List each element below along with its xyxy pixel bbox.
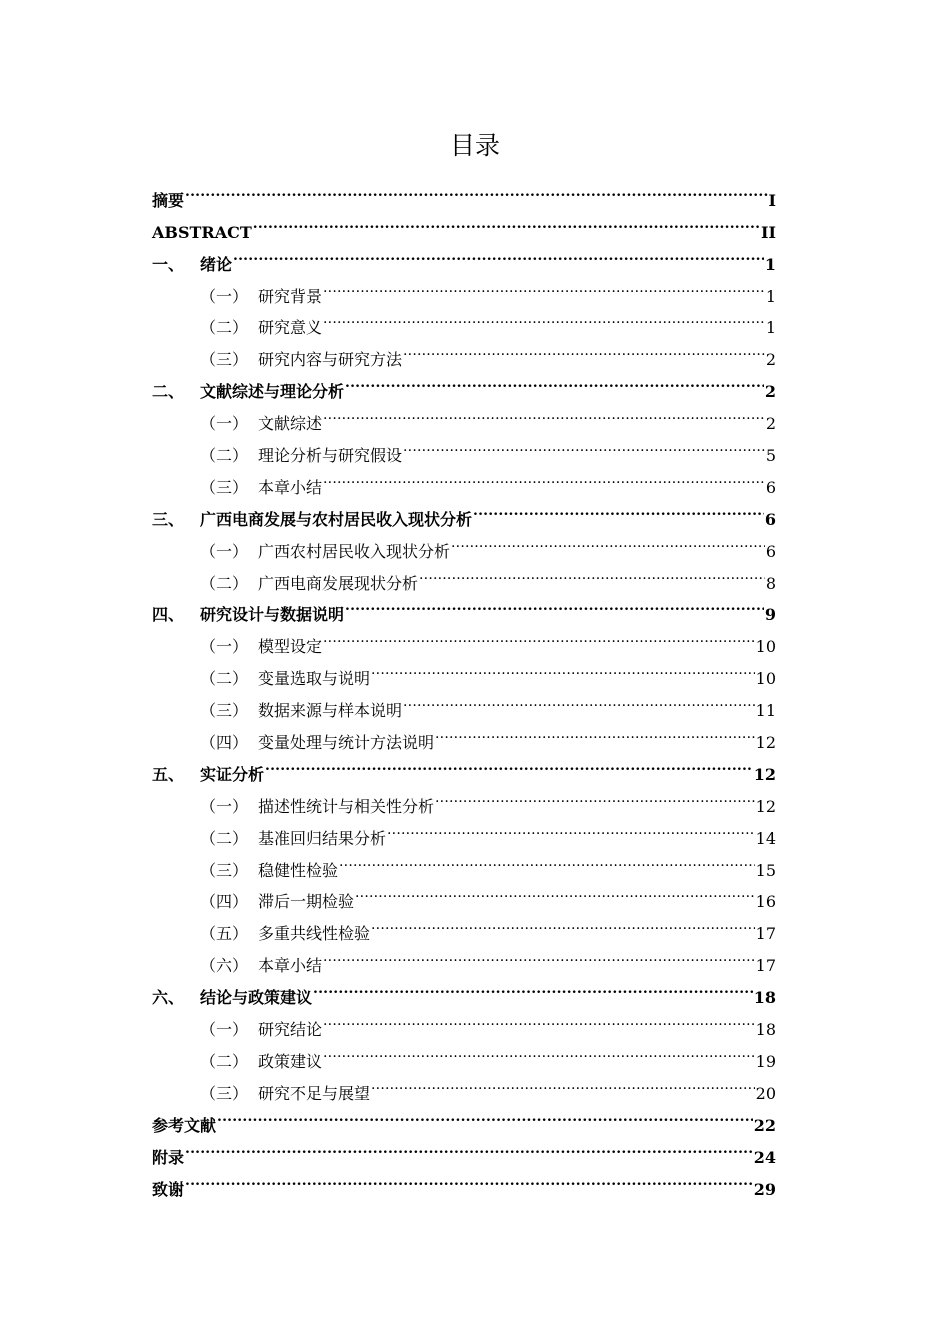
dot-leader — [185, 1163, 753, 1195]
toc-entry-page: 1 — [765, 286, 776, 306]
toc-entry-title: 本章小结 — [258, 477, 323, 497]
toc-entry-page: 17 — [755, 924, 776, 944]
dot-leader — [323, 302, 765, 334]
toc-entry-title: 政策建议 — [258, 1051, 323, 1071]
toc-entry-number: （一） — [200, 1020, 249, 1040]
toc-entry-number: （一） — [200, 796, 249, 816]
toc-entry-page: 6 — [764, 509, 776, 529]
toc-entry[interactable] — [152, 1163, 776, 1199]
toc-entry-number: 六、 — [152, 988, 185, 1008]
toc-entry-number: （三） — [200, 350, 249, 370]
dot-leader — [323, 1003, 755, 1035]
dot-leader — [473, 493, 764, 525]
toc-entry-number: （三） — [200, 1083, 249, 1103]
table-of-contents — [152, 174, 776, 1199]
toc-entry-page: 10 — [755, 669, 776, 689]
toc-entry-title: 致谢 — [152, 1179, 185, 1199]
toc-entry-page: 29 — [753, 1179, 776, 1199]
dot-leader — [253, 206, 760, 238]
toc-entry-number: （二） — [200, 573, 249, 593]
toc-entry-page: 18 — [755, 1020, 776, 1040]
toc-entry-number: （一） — [200, 286, 249, 306]
toc-entry-page: 8 — [765, 573, 776, 593]
toc-entry[interactable] — [152, 174, 776, 210]
toc-entry-number: （四） — [200, 733, 249, 753]
toc-entry-title: 稳健性检验 — [258, 860, 339, 880]
toc-entry-number: 四、 — [152, 605, 185, 625]
toc-entry-title: 广西电商发展与农村居民收入现状分析 — [200, 509, 473, 529]
dot-leader — [185, 174, 768, 206]
toc-entry-page: 19 — [755, 1051, 776, 1071]
dot-leader — [323, 397, 765, 429]
toc-entry[interactable] — [152, 1099, 776, 1135]
toc-entry-number: 三、 — [152, 509, 185, 529]
dot-leader — [323, 461, 765, 493]
toc-entry-number: （二） — [200, 1051, 249, 1071]
toc-entry-title: 研究内容与研究方法 — [258, 350, 403, 370]
toc-entry-title: 实证分析 — [200, 764, 265, 784]
toc-entry-page: 1 — [764, 254, 776, 274]
dot-leader — [435, 716, 755, 748]
toc-entry-number: 一、 — [152, 254, 185, 274]
toc-entry-page: 18 — [753, 988, 776, 1008]
toc-entry-page: 10 — [755, 637, 776, 657]
toc-entry-title: 模型设定 — [258, 637, 323, 657]
toc-entry-page: 16 — [755, 892, 776, 912]
toc-entry-title: 滞后一期检验 — [258, 892, 355, 912]
toc-entry[interactable] — [152, 1131, 776, 1167]
toc-entry-number: （二） — [200, 828, 249, 848]
toc-entry-title: 参考文献 — [152, 1115, 217, 1135]
toc-entry-page: 2 — [765, 414, 776, 434]
toc-entry-page: 22 — [753, 1115, 776, 1135]
toc-entry-title: 摘要 — [152, 190, 185, 210]
toc-entry-page: 2 — [764, 382, 776, 402]
toc-entry-page: Ⅰ — [768, 190, 776, 210]
dot-leader — [403, 333, 765, 365]
toc-entry-title: 基准回归结果分析 — [258, 828, 387, 848]
toc-entry-number: （一） — [200, 541, 249, 561]
toc-entry-page: 24 — [753, 1147, 776, 1167]
toc-entry-page: 15 — [755, 860, 776, 880]
page-title: 目录 — [449, 131, 500, 160]
dot-leader — [355, 876, 755, 908]
toc-entry-page: 17 — [755, 956, 776, 976]
dot-leader — [419, 557, 765, 589]
toc-entry-title: 文献综述与理论分析 — [200, 382, 345, 402]
dot-leader — [323, 1035, 755, 1067]
toc-entry-page: 12 — [755, 796, 776, 816]
toc-entry[interactable] — [152, 206, 776, 242]
dot-leader — [451, 525, 765, 557]
toc-entry-number: （一） — [200, 414, 249, 434]
toc-entry-number: （二） — [200, 446, 249, 466]
toc-entry-page: 12 — [753, 764, 776, 784]
dot-leader — [371, 652, 755, 684]
dot-leader — [323, 270, 765, 302]
dot-leader — [345, 365, 764, 397]
dot-leader — [323, 620, 755, 652]
toc-entry-title: 本章小结 — [258, 956, 323, 976]
toc-entry-number: 二、 — [152, 382, 185, 402]
dot-leader — [233, 238, 764, 270]
dot-leader — [339, 844, 755, 876]
toc-entry-title: 描述性统计与相关性分析 — [258, 796, 435, 816]
toc-entry-number: （六） — [200, 956, 249, 976]
toc-entry-page: 2 — [765, 350, 776, 370]
toc-entry-title: 多重共线性检验 — [258, 924, 371, 944]
toc-entry-number: （二） — [200, 669, 249, 689]
toc-entry-title: 变量处理与统计方法说明 — [258, 733, 435, 753]
toc-entry-title: 理论分析与研究假设 — [258, 446, 403, 466]
toc-entry-page: 6 — [765, 477, 776, 497]
toc-entry-page: 11 — [755, 701, 776, 721]
toc-entry-page: 9 — [764, 605, 776, 625]
toc-entry-page: 20 — [755, 1083, 776, 1103]
dot-leader — [265, 748, 753, 780]
dot-leader — [323, 939, 755, 971]
dot-leader — [185, 1131, 753, 1163]
toc-entry-title: 研究结论 — [258, 1020, 323, 1040]
dot-leader — [217, 1099, 753, 1131]
toc-entry-title: 变量选取与说明 — [258, 669, 371, 689]
toc-entry-page: II — [761, 222, 776, 242]
toc-entry-title: 研究意义 — [258, 318, 323, 338]
toc-entry-title: 结论与政策建议 — [200, 988, 313, 1008]
toc-entry-title: 数据来源与样本说明 — [258, 701, 403, 721]
dot-leader — [345, 589, 764, 621]
toc-entry-title: 绪论 — [200, 254, 233, 274]
toc-entry-title: 广西农村居民收入现状分析 — [258, 541, 451, 561]
toc-entry[interactable] — [152, 270, 776, 306]
dot-leader — [371, 1067, 755, 1099]
toc-entry-number: （三） — [200, 860, 249, 880]
toc-entry-title: 文献综述 — [258, 414, 323, 434]
dot-leader — [435, 780, 755, 812]
toc-entry-page: 6 — [765, 541, 776, 561]
toc-entry-number: （二） — [200, 318, 249, 338]
toc-entry-page: 12 — [755, 733, 776, 753]
toc-entry-number: （三） — [200, 477, 249, 497]
dot-leader — [371, 907, 755, 939]
toc-entry-number: （四） — [200, 892, 249, 912]
toc-entry-title: 研究设计与数据说明 — [200, 605, 345, 625]
toc-entry-page: 5 — [765, 446, 776, 466]
dot-leader — [313, 971, 753, 1003]
dot-leader — [403, 429, 765, 461]
toc-entry-number: （一） — [200, 637, 249, 657]
toc-entry-number: （三） — [200, 701, 249, 721]
toc-entry-page: 14 — [755, 828, 776, 848]
toc-entry-title: 研究不足与展望 — [258, 1083, 371, 1103]
toc-entry-title: 广西电商发展现状分析 — [258, 573, 419, 593]
toc-entry[interactable] — [152, 238, 776, 274]
toc-entry-title: ABSTRACT — [152, 222, 252, 242]
dot-leader — [403, 684, 755, 716]
toc-entry-number: （五） — [200, 924, 249, 944]
toc-entry-title: 研究背景 — [258, 286, 323, 306]
dot-leader — [387, 812, 755, 844]
toc-entry-number: 五、 — [152, 764, 185, 784]
toc-entry-page: 1 — [765, 318, 776, 338]
toc-entry-title: 附录 — [152, 1147, 185, 1167]
